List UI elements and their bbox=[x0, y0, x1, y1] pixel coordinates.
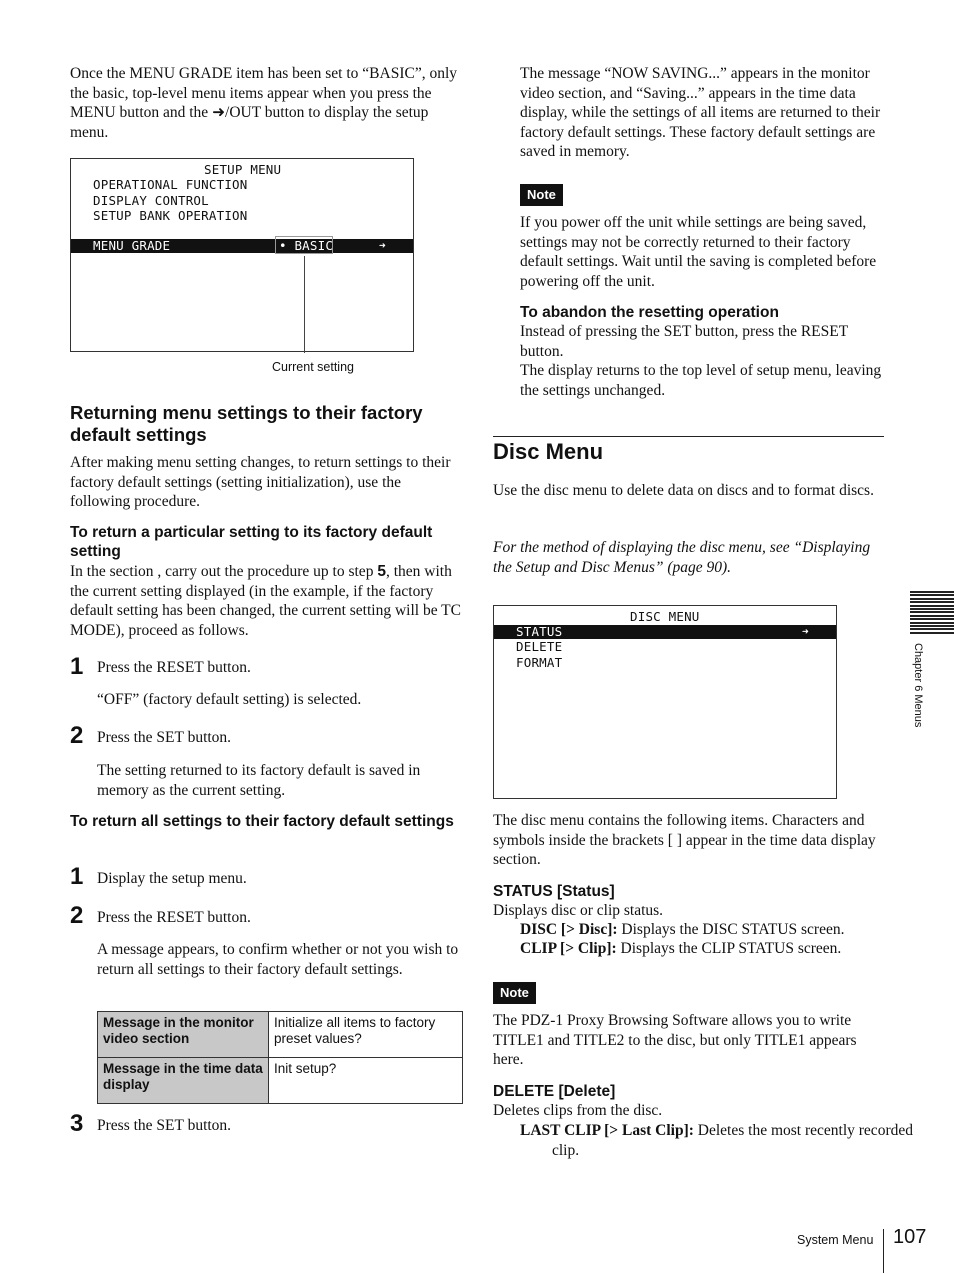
status-clip-text: Displays the CLIP STATUS screen. bbox=[616, 940, 842, 957]
step-note: The setting returned to its factory default is saved in memory as the current setting. bbox=[97, 762, 421, 799]
disc-menu-title: DISC MENU bbox=[630, 609, 700, 624]
status-disc-item bbox=[520, 920, 884, 940]
table-cell: Init setup? bbox=[269, 1058, 463, 1104]
section-intro: After making menu setting changes, to return settings to their factory default settings (setting initialization), use the following procedure. bbox=[70, 454, 451, 510]
step-number: 3 bbox=[70, 1110, 84, 1137]
disc-contains-paragraph: The disc menu contains the following items. Characters and symbols inside the brackets [ ] appear in the time data display section. bbox=[493, 812, 876, 868]
disc-reference: For the method of displaying the disc menu, see “Displaying the Setup and Disc Menus” (page 90). bbox=[493, 539, 871, 576]
setup-menu-item-selected: MENU GRADE bbox=[93, 238, 171, 253]
chapter-side-label: Chapter 6 Menus bbox=[912, 643, 924, 728]
footer-divider bbox=[883, 1229, 884, 1273]
table-row bbox=[98, 1058, 463, 1104]
disc-menu-screen bbox=[493, 605, 837, 799]
disc-intro: Use the disc menu to delete data on discs and to format discs. bbox=[493, 482, 874, 499]
step-number: 2 bbox=[70, 902, 84, 929]
callout-label: Current setting bbox=[272, 360, 354, 374]
intro-paragraph: Once the MENU GRADE item has been set to “BASIC”, only the basic, top-level menu items appear when you press the MENU button and the ➜/OUT button to display the setup menu. bbox=[70, 65, 458, 141]
status-heading: STATUS [Status] bbox=[493, 883, 615, 900]
abandon-heading: To abandon the resetting operation bbox=[520, 304, 779, 321]
particular-text bbox=[70, 562, 462, 640]
section-heading: Returning menu settings to their factory default settings bbox=[70, 402, 423, 445]
particular-text-after: , then with the current setting displayed (in the example, if the factory default setting has been changed, the current setting will be TC MODE), proceed as follows. bbox=[70, 563, 461, 639]
step-reference: 5 bbox=[377, 563, 386, 580]
step-note: A message appears, to confirm whether or not you wish to return all settings to their factory default settings. bbox=[97, 941, 459, 978]
table-cell: Initialize all items to factory preset values? bbox=[269, 1012, 463, 1058]
status-clip-item bbox=[520, 939, 884, 959]
note-badge: Note bbox=[493, 982, 536, 1004]
setup-menu-title: SETUP MENU bbox=[204, 162, 282, 177]
setup-menu-item: DISPLAY CONTROL bbox=[93, 193, 209, 208]
message-table bbox=[97, 1011, 463, 1104]
status-disc-text: Displays the DISC STATUS screen. bbox=[617, 921, 845, 938]
disc-menu-item-selected: STATUS bbox=[516, 624, 563, 639]
arrow-right-icon: ➜ bbox=[379, 239, 386, 252]
table-row bbox=[98, 1012, 463, 1058]
delete-heading: DELETE [Delete] bbox=[493, 1083, 616, 1100]
step-note: “OFF” (factory default setting) is selected. bbox=[97, 691, 362, 708]
abandon-text: Instead of pressing the SET button, press the RESET button. bbox=[520, 323, 848, 360]
step-text: Press the RESET button. bbox=[97, 909, 251, 926]
disc-menu-item: DELETE bbox=[516, 639, 563, 654]
abandon-text: The display returns to the top level of setup menu, leaving the settings unchanged. bbox=[520, 362, 882, 399]
note-badge: Note bbox=[520, 184, 563, 206]
step-number: 2 bbox=[70, 722, 84, 749]
selected-menu-row bbox=[494, 625, 836, 639]
particular-text-before: In the section , carry out the procedure up to step bbox=[70, 563, 378, 580]
footer-section-name: System Menu bbox=[797, 1233, 874, 1247]
status-clip-label: CLIP [> Clip]: bbox=[520, 940, 617, 957]
chapter-tab-stripes bbox=[910, 591, 954, 635]
setup-menu-item: SETUP BANK OPERATION bbox=[93, 208, 248, 223]
table-header-cell: Message in the monitor video section bbox=[98, 1012, 269, 1058]
note-text: If you power off the unit while settings are being saved, settings may not be correctly returned to their factory default settings. Wait until the saving is completed before powering off the unit. bbox=[520, 214, 877, 290]
delete-last-label: LAST CLIP [> Last Clip]: bbox=[520, 1122, 694, 1139]
note-text: The PDZ-1 Proxy Browsing Software allows you to write TITLE1 and TITLE2 to the disc, but only TITLE1 appears here. bbox=[493, 1012, 857, 1068]
disc-menu-heading: Disc Menu bbox=[493, 439, 604, 464]
callout-line bbox=[304, 256, 305, 353]
current-setting-value: • BASIC bbox=[279, 238, 334, 253]
step-text: Press the SET button. bbox=[97, 1117, 232, 1134]
step-number: 1 bbox=[70, 653, 84, 680]
table-header-cell: Message in the time data display bbox=[98, 1058, 269, 1104]
step-text: Press the RESET button. bbox=[97, 659, 251, 676]
status-text: Displays disc or clip status. bbox=[493, 902, 664, 919]
section-divider bbox=[493, 436, 884, 437]
all-heading: To return all settings to their factory default settings bbox=[70, 813, 454, 830]
step-number: 1 bbox=[70, 863, 84, 890]
delete-last-text: Deletes the most recently recorded clip. bbox=[552, 1122, 913, 1159]
page-number: 107 bbox=[893, 1226, 927, 1248]
setup-menu-item: OPERATIONAL FUNCTION bbox=[93, 177, 248, 192]
disc-menu-item: FORMAT bbox=[516, 655, 563, 670]
step-text: Press the SET button. bbox=[97, 729, 232, 746]
setup-menu-screen bbox=[70, 158, 414, 352]
particular-heading: To return a particular setting to its factory default setting bbox=[70, 524, 433, 560]
step-text: Display the setup menu. bbox=[97, 870, 247, 887]
saving-paragraph: The message “NOW SAVING...” appears in the monitor video section, and “Saving...” appears in the time data display, while the settings of all items are returned to their factory default settings. These factory default settings are saved in memory. bbox=[520, 65, 881, 160]
arrow-right-icon: ➜ bbox=[802, 625, 809, 638]
delete-text: Deletes clips from the disc. bbox=[493, 1102, 663, 1119]
delete-last-clip-item bbox=[520, 1121, 916, 1160]
status-disc-label: DISC [> Disc]: bbox=[520, 921, 618, 938]
selected-menu-row bbox=[71, 239, 413, 253]
